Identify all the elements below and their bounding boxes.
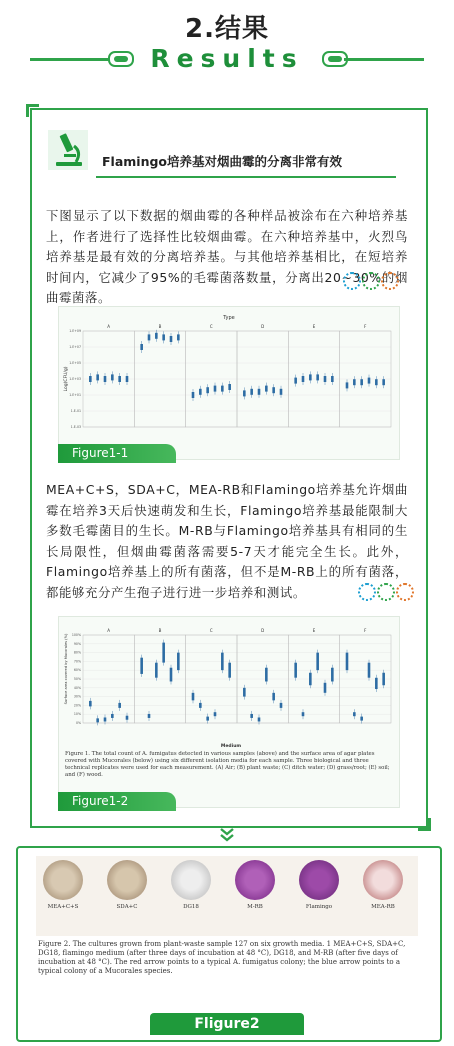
panel-label: F	[364, 628, 367, 633]
y-tick-label: 30%	[73, 694, 81, 699]
virus-icon	[358, 583, 376, 601]
panel-label: B	[158, 324, 162, 329]
y-tick-label: 1.E+03	[69, 377, 81, 381]
section-underline	[96, 176, 396, 178]
figure-1-1	[58, 306, 400, 460]
x-axis-label: Medium	[220, 744, 242, 749]
panel-label: D	[261, 628, 265, 633]
virus-icon	[343, 272, 361, 290]
paragraph-2: MEA+C+S，SDA+C，MEA-RB和Flamingo培养基允许烟曲霉在培养3天后快速萌发和生长，Flamingo培养基最能限制大多数毛霉菌目的生长。M-RB与Flamingo培养基具有相同的生长局限性，但烟曲霉菌落需要5-7天才能完全生长。此外，Flamingo培养基上的所有菌落，但不是M-RB上的所有菌落，都能够充分产生孢子进行进一步培养和测试。	[46, 482, 408, 600]
figure-1-2	[58, 616, 400, 808]
panel-label: C	[209, 324, 213, 329]
panel-label: E	[312, 628, 316, 633]
figure-1-2-label: Figure1-2	[58, 792, 176, 811]
petri-dish	[171, 860, 211, 900]
results-banner	[0, 44, 454, 78]
petri-dish	[235, 860, 275, 900]
y-tick-label: 1.E+07	[69, 345, 81, 349]
y-tick-label: 70%	[73, 659, 81, 664]
y-tick-label: 1.E-01	[70, 409, 81, 413]
figure-2-photo	[36, 856, 418, 936]
figure-2-caption: Figure 2. The cultures grown from plant-waste sample 127 on six growth media. 1 MEA+C+S, SDA+C, DG18, flamingo medium (after three days of incubation at 48 °C), DG18, and M-RB (after five days of incubation at 48 °C). The red arrow points to a typical A. fumigatus colony; the blue arrow points to a typical colony of a Mucorales species.	[38, 940, 406, 975]
dish-label: SDA+C	[116, 904, 138, 910]
y-tick-label: 1.E+09	[69, 329, 81, 333]
dish-label: MEA+C+S	[47, 904, 79, 910]
microscope-icon	[46, 128, 90, 172]
figure-2-label: Fligure2	[150, 1013, 304, 1035]
figure-1-2-chart	[61, 619, 397, 751]
y-tick-label: 20%	[73, 703, 81, 708]
y-tick-label: 1.E+01	[69, 393, 81, 397]
y-tick-label: 0%	[75, 721, 81, 725]
petri-dish	[299, 860, 339, 900]
panel-label: F	[364, 324, 367, 329]
y-tick-label: 80%	[73, 650, 81, 655]
virus-icon	[381, 272, 399, 290]
y-tick-label: 100%	[71, 633, 81, 637]
dish-label: M-RB	[247, 904, 263, 910]
y-tick-label: 1.E-03	[70, 425, 81, 429]
panel-corner	[26, 104, 39, 117]
page-title: 2.结果	[185, 14, 269, 44]
virus-icon	[362, 272, 380, 290]
panel-label: C	[209, 628, 213, 633]
figure-1-1-chart	[61, 309, 397, 439]
dish-label: MEA-RB	[371, 904, 395, 910]
paragraph-1: 下图显示了以下数据的烟曲霉的各种样品被涂布在六种培养基上，作者进行了选择性比较烟曲霉。在六种培养基中，火烈鸟培养基是最有效的分离培养基。与其他培养基相比，在短培养时间内，它减少了95%的毛霉菌落数量，分离出20~30%的烟曲霉菌落。	[46, 208, 408, 305]
results-heading: Results	[150, 44, 304, 73]
panel-label: E	[312, 324, 316, 329]
section-title: Flamingo培养基对烟曲霉的分离非常有效	[102, 154, 343, 169]
petri-dish	[43, 860, 83, 900]
y-tick-label: 1.E+05	[69, 361, 81, 365]
virus-icon	[396, 583, 414, 601]
chart-title: Type	[223, 315, 235, 321]
y-tick-label: 40%	[73, 685, 81, 690]
panel-label: B	[158, 628, 162, 633]
y-tick-label: 60%	[73, 668, 81, 673]
panel-label: D	[261, 324, 265, 329]
virus-icon	[377, 583, 395, 601]
panel-label: A	[107, 628, 111, 633]
y-tick-label: 10%	[73, 712, 81, 717]
chevron-down-icon	[219, 828, 235, 842]
dish-label: DG18	[183, 904, 199, 910]
y-tick-label: 50%	[73, 677, 81, 681]
petri-dish	[107, 860, 147, 900]
figure-1-1-label: Figure1-1	[58, 444, 176, 463]
figure-1-2-caption: Figure 1. The total count of A. fumigatus detected in various samples (above) and the surface area of agar plates covered with Mucorales (below) using six different isolation media for each sample. Three biological and three technical replicates were used for each measurement. (A) Air; (B) plant waste; (C) ditch water; (D) grass/root; (E) soil; and (F) wood.	[65, 751, 390, 778]
y-axis-label: Log(CFU/g)	[64, 366, 69, 392]
panel-corner	[418, 818, 431, 831]
panel-label: A	[107, 324, 111, 329]
petri-dish	[363, 860, 403, 900]
dish-label: Flamingo	[305, 904, 333, 910]
y-axis-label: Surface area covered by Mucorales (%)	[64, 633, 68, 705]
y-tick-label: 90%	[73, 641, 81, 646]
